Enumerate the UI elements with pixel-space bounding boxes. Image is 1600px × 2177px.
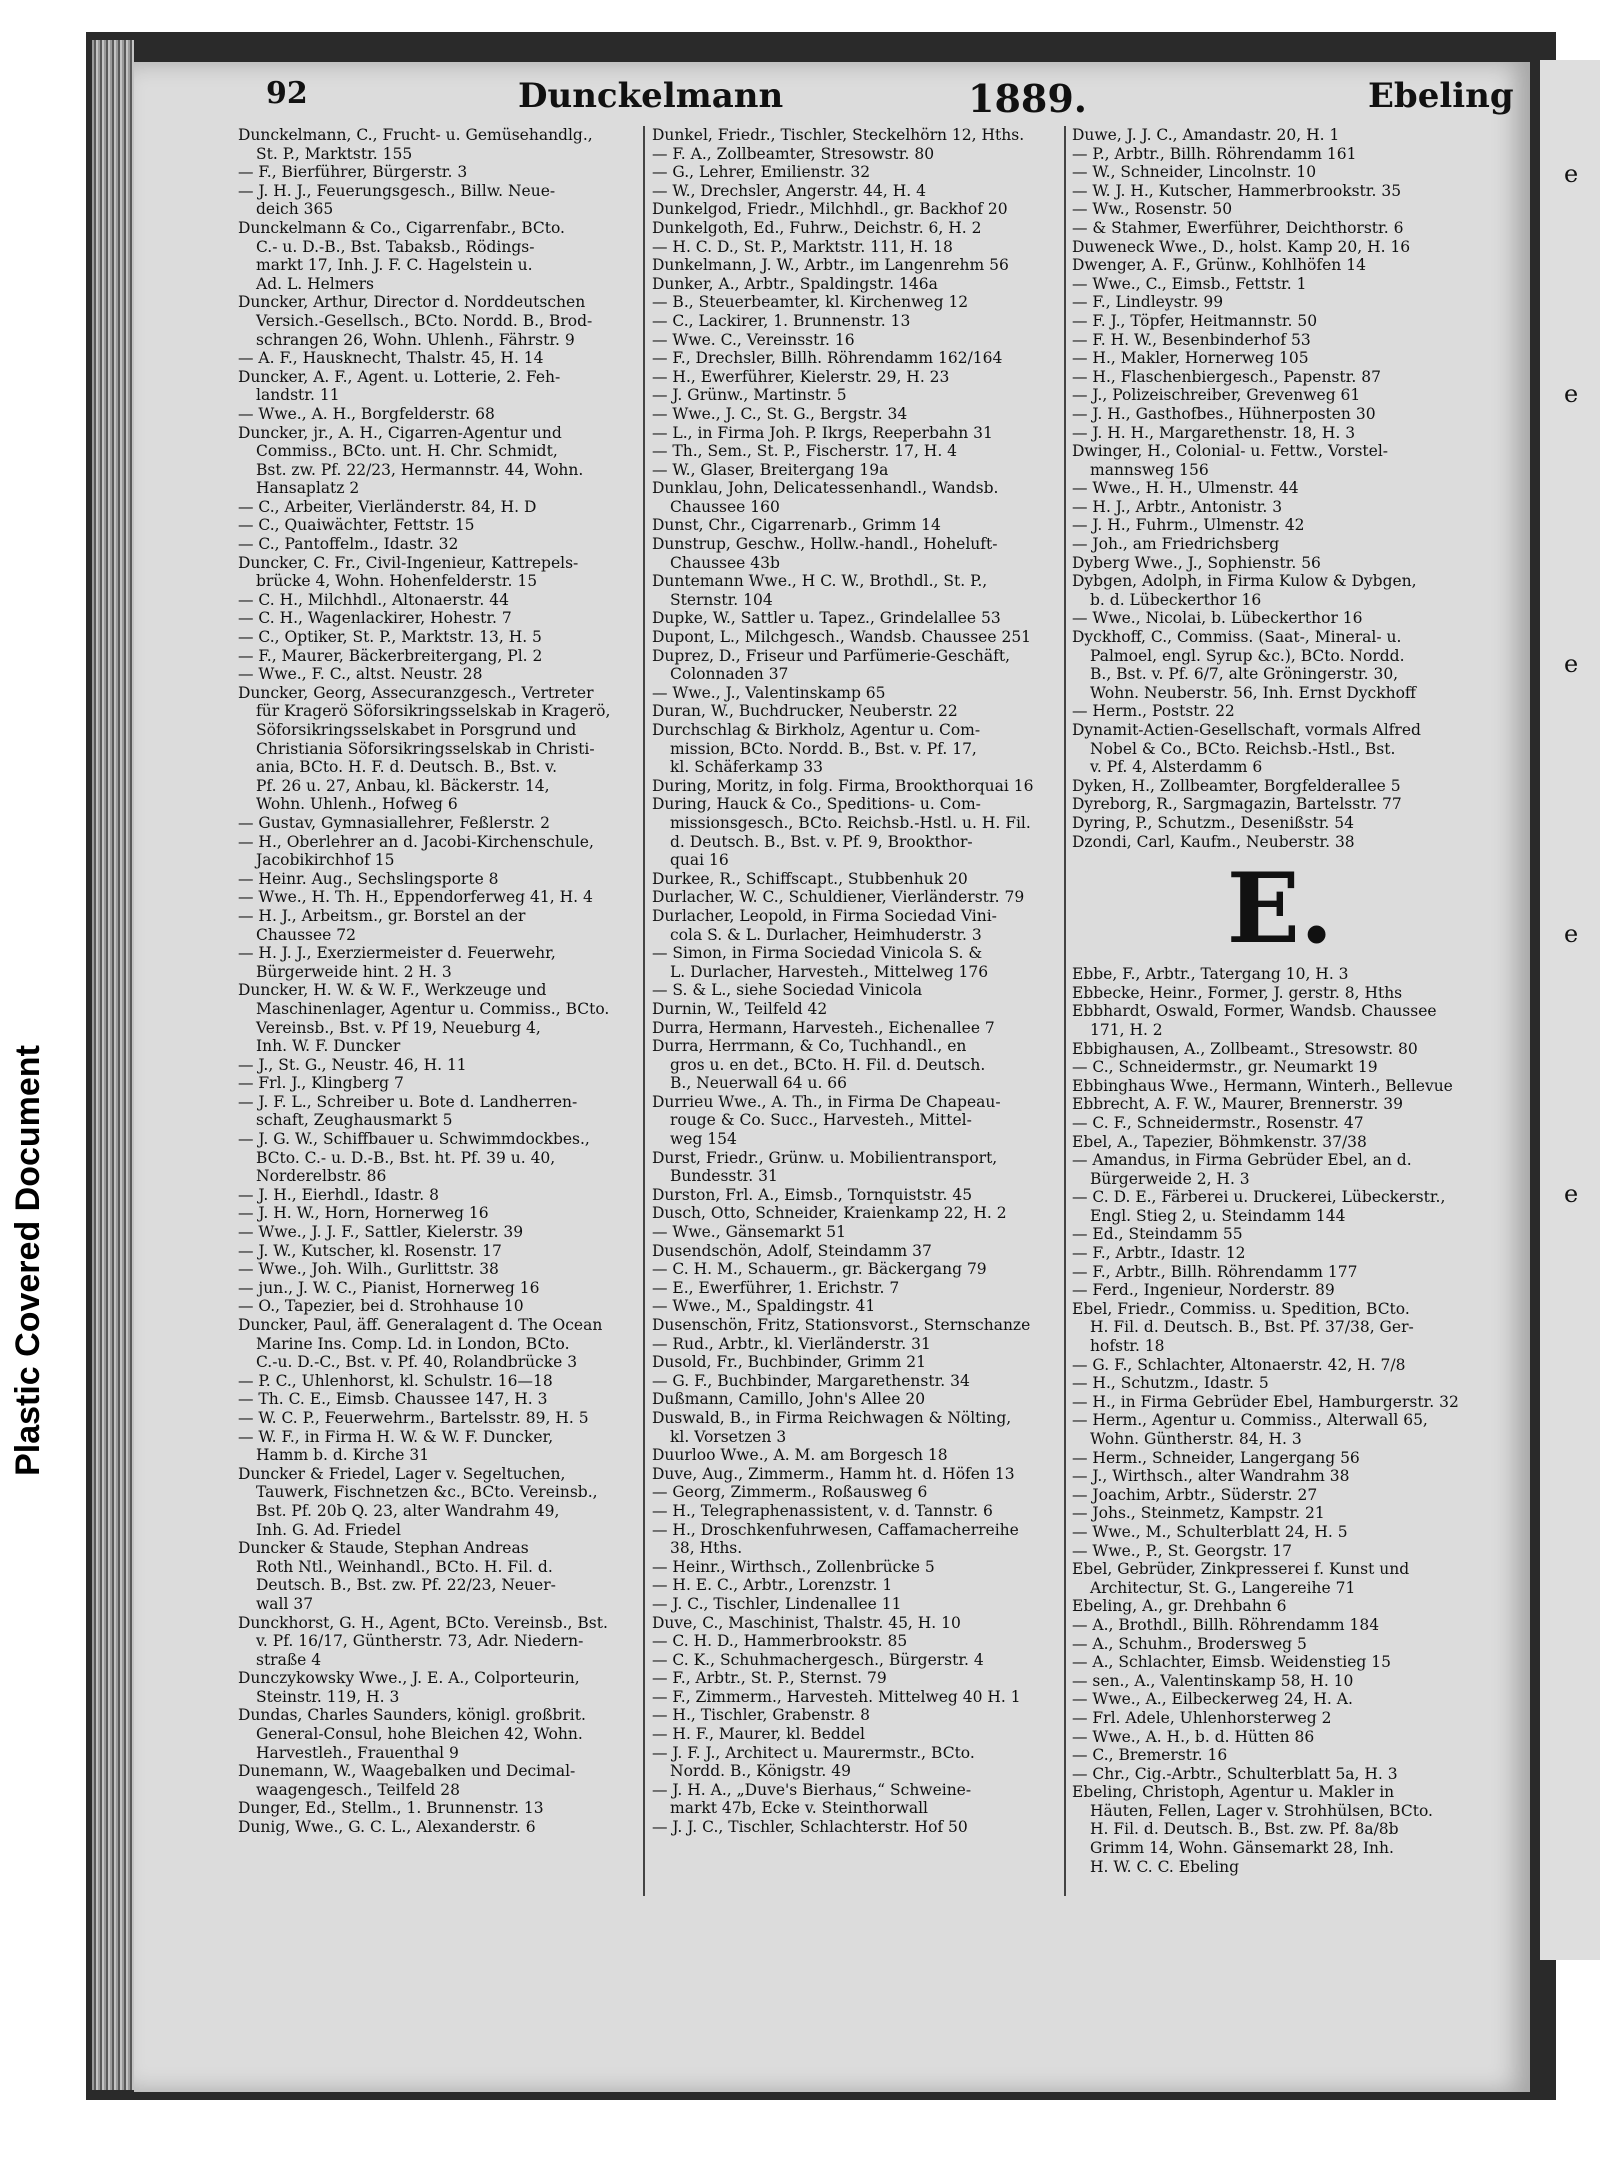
directory-entry-line: — J. J. C., Tischler, Schlachterstr. Hof 50 (652, 1818, 968, 1837)
directory-entry-line: C.-u. D.-C., Bst. v. Pf. 40, Rolandbrücke 3 (256, 1353, 578, 1372)
directory-entry-line: Duran, W., Buchdrucker, Neuberstr. 22 (652, 702, 958, 721)
directory-entry-line: — B., Steuerbeamter, kl. Kirchenweg 12 (652, 293, 969, 312)
directory-entry-line: — L., in Firma Joh. P. Ikrgs, Reeperbahn 31 (652, 423, 993, 442)
directory-entry-line: cola S. & L. Durlacher, Heimhuderstr. 3 (670, 925, 982, 944)
directory-entry-line: Ebbrecht, A. F. W., Maurer, Brennerstr. 39 (1072, 1095, 1403, 1114)
directory-entry-line: Dunker, A., Arbtr., Spaldingstr. 146a (652, 274, 938, 293)
directory-entry-line: — & Stahmer, Ewerführer, Deichthorstr. 6 (1072, 218, 1404, 237)
directory-entry-line: — F., Arbtr., Billh. Röhrendamm 177 (1072, 1262, 1358, 1281)
directory-entry-line: — C. H. M., Schauerm., gr. Bäckergang 79 (652, 1260, 987, 1279)
directory-entry-line: Duswald, B., in Firma Reichwagen & Nölting, (652, 1408, 1012, 1427)
directory-entry-line: Inh. W. F. Duncker (256, 1037, 401, 1056)
directory-entry-line: — Wwe. C., Vereinsstr. 16 (652, 330, 855, 349)
directory-entry-line: Dußmann, Camillo, John's Allee 20 (652, 1390, 926, 1409)
directory-entry-line: — A., Schuhm., Brodersweg 5 (1072, 1634, 1307, 1653)
directory-entry-line: Dwenger, A. F., Grünw., Kohlhöfen 14 (1072, 256, 1366, 275)
directory-entry-line: — G. F., Buchbinder, Margarethenstr. 34 (652, 1371, 970, 1390)
directory-entry-line: — O., Tapezier, bei d. Strohhause 10 (238, 1297, 524, 1316)
directory-entry-line: — J., St. G., Neustr. 46, H. 11 (238, 1055, 467, 1074)
directory-entry-line: Architectur, St. G., Langereihe 71 (1090, 1578, 1356, 1597)
directory-entry-line: — H., Schutzm., Idastr. 5 (1072, 1374, 1269, 1393)
directory-entry-line: Vereinsb., Bst. v. Pf 19, Neueburg 4, (256, 1018, 541, 1037)
directory-entry-line: — H. C. D., St. P., Marktstr. 111, H. 18 (652, 237, 953, 256)
directory-entry-line: — Wwe., A. H., b. d. Hütten 86 (1072, 1727, 1315, 1746)
directory-entry-line: Durkee, R., Schiffscapt., Stubbenhuk 20 (652, 869, 968, 888)
directory-entry-line: — J. C., Tischler, Lindenallee 11 (652, 1594, 902, 1613)
directory-entry-line: Chaussee 160 (670, 497, 780, 516)
directory-entry-line: Ebeling, A., gr. Drehbahn 6 (1072, 1597, 1287, 1616)
directory-entry-line: Dyckhoff, C., Commiss. (Saat-, Mineral- u. (1072, 628, 1402, 647)
directory-entry-line: quai 16 (670, 851, 729, 870)
directory-entry-line: Ebbhardt, Oswald, Former, Wandsb. Chaussee (1072, 1002, 1437, 1021)
directory-entry-line: — Heinr., Wirthsch., Zollenbrücke 5 (652, 1557, 935, 1576)
directory-entry-line: Wohn. Güntherstr. 84, H. 3 (1090, 1430, 1302, 1448)
directory-entry-line: Maschinenlager, Agentur u. Commiss., BCto. (256, 999, 610, 1018)
directory-entry-line: St. P., Marktstr. 155 (256, 144, 413, 163)
directory-entry-line: — J. W., Kutscher, kl. Rosenstr. 17 (238, 1241, 502, 1260)
directory-entry-line: Dupke, W., Sattler u. Tapez., Grindelallee 53 (652, 609, 1001, 628)
directory-entry-line: gros u. en det., BCto. H. Fil. d. Deutsch. (670, 1055, 986, 1074)
directory-entry-line: Engl. Stieg 2, u. Steindamm 144 (1090, 1206, 1346, 1225)
directory-entry-line: — W., Glaser, Breitergang 19a (652, 460, 889, 479)
directory-entry-line: — A., Schlachter, Eimsb. Weidenstieg 15 (1072, 1653, 1391, 1672)
directory-entry-line: 171, H. 2 (1090, 1020, 1163, 1039)
directory-entry-line: d. Deutsch. B., Bst. v. Pf. 9, Brookthor- (670, 832, 973, 851)
directory-entry-line: Deutsch. B., Bst. zw. Pf. 22/23, Neuer- (256, 1576, 556, 1595)
directory-entry-line: — C. K., Schuhmachergesch., Bürgerstr. 4 (652, 1650, 984, 1669)
directory-entry-line: Durnin, W., Teilfeld 42 (652, 999, 828, 1018)
directory-entry-line: Bürgerweide hint. 2 H. 3 (256, 962, 452, 981)
directory-entry-line: mannsweg 156 (1090, 460, 1209, 479)
directory-entry-line: Hansaplatz 2 (256, 479, 360, 498)
directory-entry-line: Christiania Söforsikringsselskab in Christi- (256, 739, 595, 758)
directory-entry-line: Dyring, P., Schutzm., Desenißstr. 54 (1072, 813, 1355, 832)
directory-entry-line: — P., Arbtr., Billh. Röhrendamm 161 (1072, 144, 1357, 163)
directory-entry-line: Durst, Friedr., Grünw. u. Mobilientransport, (652, 1148, 998, 1167)
facing-page-fragment (1540, 60, 1600, 1960)
directory-entry-line: — W., Drechsler, Angerstr. 44, H. 4 (652, 181, 926, 200)
directory-entry-line: Dunig, Wwe., G. C. L., Alexanderstr. 6 (238, 1818, 536, 1837)
directory-entry-line: Duweneck Wwe., D., holst. Kamp 20, H. 16 (1072, 237, 1411, 256)
directory-entry-line: — Amandus, in Firma Gebrüder Ebel, an d. (1072, 1151, 1412, 1170)
directory-entry-line: Dusch, Otto, Schneider, Kraienkamp 22, H. 2 (652, 1204, 1007, 1223)
directory-entry-line: Dunkel, Friedr., Tischler, Steckelhörn 12, Hths. (652, 126, 1025, 144)
directory-entry-line: — J. H. H., Margarethenstr. 18, H. 3 (1072, 423, 1356, 442)
directory-entry-line: During, Moritz, in folg. Firma, Brookthorquai 16 (652, 776, 1034, 795)
directory-entry-line: Dunkelgod, Friedr., Milchhdl., gr. Backhof 20 (652, 200, 1008, 219)
directory-entry-line: Durlacher, Leopold, in Firma Sociedad Vini- (652, 906, 997, 925)
right-running-head: Ebeling (1368, 76, 1514, 116)
directory-entry-line: ania, BCto. H. F. d. Deutsch. B., Bst. v. (256, 758, 558, 777)
directory-entry-line: missionsgesch., BCto. Reichsb.-Hstl. u. H. Fil. (670, 813, 1031, 832)
directory-entry-line: v. Pf. 4, Alsterdamm 6 (1090, 758, 1263, 777)
directory-entry-line: — W. J. H., Kutscher, Hammerbrookstr. 35 (1072, 181, 1402, 200)
directory-column-2 (652, 126, 1068, 1837)
directory-entry-line: — W. F., in Firma H. W. & W. F. Duncker, (238, 1427, 554, 1446)
directory-entry-line: — Wwe., P., St. Georgstr. 17 (1072, 1541, 1293, 1560)
directory-entry-line: — C. D. E., Färberei u. Druckerei, Lübeckerstr., (1072, 1188, 1446, 1207)
directory-entry-line: — F. J., Töpfer, Heitmannstr. 50 (1072, 311, 1318, 330)
directory-entry-line: — J. H., Fuhrm., Ulmenstr. 42 (1072, 516, 1305, 535)
directory-entry-line: — J. H. W., Horn, Hornerweg 16 (238, 1204, 489, 1223)
directory-entry-line: Dunklau, John, Delicatessenhandl., Wandsb. (652, 479, 999, 498)
directory-entry-line: — Th. C. E., Eimsb. Chaussee 147, H. 3 (238, 1390, 548, 1409)
directory-entry-line: — C., Bremerstr. 16 (1072, 1746, 1228, 1765)
side-label-text: Plastic Covered Document (8, 1044, 47, 1476)
directory-entry-line: — A. F., Hausknecht, Thalstr. 45, H. 14 (238, 349, 544, 368)
directory-entry-line: — Wwe., J. J. F., Sattler, Kielerstr. 39 (238, 1223, 524, 1242)
directory-entry-line: mission, BCto. Nordd. B., Bst. v. Pf. 17, (670, 739, 977, 758)
directory-entry-line: — Wwe., J., Valentinskamp 65 (652, 683, 886, 702)
directory-entry-line: Dybgen, Adolph, in Firma Kulow & Dybgen, (1072, 572, 1417, 591)
directory-entry-line: Ebel, Gebrüder, Zinkpresserei f. Kunst und (1072, 1560, 1410, 1579)
directory-entry-line: — Herm., Schneider, Langergang 56 (1072, 1448, 1360, 1467)
directory-entry-line: — C. F., Schneidermstr., Rosenstr. 47 (1072, 1113, 1364, 1132)
directory-entry-line: — Wwe., M., Schulterblatt 24, H. 5 (1072, 1522, 1348, 1541)
directory-entry-line: für Kragerö Söforsikringsselskab in Kragerö, (256, 702, 611, 721)
directory-entry-line: — F., Drechsler, Billh. Röhrendamm 162/164 (652, 349, 1003, 368)
directory-entry-line: C.- u. D.-B., Bst. Tabaksb., Rödings- (256, 237, 535, 256)
directory-entry-line: Marine Ins. Comp. Ld. in London, BCto. (256, 1334, 570, 1353)
directory-entry-line: — G. F., Schlachter, Altonaerstr. 42, H. 7/8 (1072, 1355, 1406, 1374)
directory-entry-line: BCto. C.- u. D.-B., Bst. ht. Pf. 39 u. 40, (256, 1148, 556, 1167)
directory-entry-line: Duve, C., Maschinist, Thalstr. 45, H. 10 (652, 1613, 961, 1632)
directory-entry-line: Dynamit-Actien-Gesellschaft, vormals Alfred (1072, 721, 1421, 739)
directory-entry-line: — Frl. Adele, Uhlenhorsterweg 2 (1072, 1708, 1332, 1727)
directory-entry-line: Dundas, Charles Saunders, königl. großbrit. (238, 1706, 586, 1725)
directory-entry-line: — Joh., am Friedrichsberg (1072, 535, 1280, 554)
directory-entry-line: — Ed., Steindamm 55 (1072, 1225, 1243, 1244)
directory-entry-line: — J. Grünw., Martinstr. 5 (652, 386, 847, 405)
directory-entry-line: H. Fil. d. Deutsch. B., Bst. zw. Pf. 8a/8b (1090, 1820, 1399, 1839)
directory-entry-line: — J. H. A., „Duve's Bierhaus,“ Schweine- (652, 1780, 972, 1799)
directory-entry-line: Dunger, Ed., Stellm., 1. Brunnenstr. 13 (238, 1799, 544, 1818)
directory-entry-line: — Johs., Steinmetz, Kampstr. 21 (1072, 1504, 1325, 1523)
directory-entry-line: b. d. Lübeckerthor 16 (1090, 590, 1262, 609)
directory-entry-line: — J. H. J., Feuerungsgesch., Billw. Neue- (238, 181, 556, 200)
directory-entry-line: Dwinger, H., Colonial- u. Fettw., Vorstel- (1072, 442, 1389, 461)
directory-entry-line: Ad. L. Helmers (256, 274, 374, 293)
directory-entry-line: Dunczykowsky Wwe., J. E. A., Colporteurin, (238, 1669, 580, 1688)
directory-entry-line: 38, Hths. (670, 1539, 743, 1558)
section-letter: E. (1226, 852, 1334, 966)
directory-entry-line: waagengesch., Teilfeld 28 (256, 1780, 460, 1799)
directory-entry-line: Duve, Aug., Zimmerm., Hamm ht. d. Höfen 13 (652, 1464, 1015, 1483)
directory-entry-line: Dunstrup, Geschw., Hollw.-handl., Hoheluft- (652, 535, 998, 554)
directory-entry-line: — Wwe., C., Eimsb., Fettstr. 1 (1072, 274, 1307, 293)
directory-entry-line: Durra, Herrmann, & Co, Tuchhandl., en (652, 1037, 967, 1056)
directory-entry-line: — C. H., Milchhdl., Altonaerstr. 44 (238, 590, 509, 609)
directory-entry-line: — S. & L., siehe Sociedad Vinicola (652, 981, 923, 1000)
directory-entry-line: v. Pf. 16/17, Güntherstr. 73, Adr. Niedern- (256, 1632, 584, 1651)
directory-entry-line: Bst. Pf. 20b Q. 23, alter Wandrahm 49, (256, 1501, 560, 1520)
directory-entry-line: — J. F. J., Architect u. Maurermstr., BCto. (652, 1743, 975, 1762)
facing-page-text: e (1564, 920, 1579, 948)
directory-entry-line: — H., Oberlehrer an d. Jacobi-Kirchenschule, (238, 832, 594, 851)
directory-entry-line: Dupont, L., Milchgesch., Wandsb. Chaussee 251 (652, 628, 1032, 647)
directory-entry-line: — C., Lackirer, 1. Brunnenstr. 13 (652, 311, 911, 330)
directory-entry-line: Ebbe, F., Arbtr., Tatergang 10, H. 3 (1072, 965, 1349, 984)
directory-entry-line: During, Hauck & Co., Speditions- u. Com- (652, 795, 981, 814)
directory-entry-line: Nobel & Co., BCto. Reichsb.-Hstl., Bst. (1090, 739, 1396, 758)
directory-entry-line: — Georg, Zimmerm., Roßausweg 6 (652, 1483, 928, 1502)
directory-entry-line: — F., Zimmerm., Harvesteh. Mittelweg 40 H. 1 (652, 1687, 1021, 1706)
directory-entry-line: — C., Pantoffelm., Idastr. 32 (238, 535, 459, 554)
directory-entry-line: Durra, Hermann, Harvesteh., Eichenallee 7 (652, 1018, 995, 1037)
directory-entry-line: — Rud., Arbtr., kl. Vierländerstr. 31 (652, 1334, 931, 1353)
directory-entry-line: — F., Lindleystr. 99 (1072, 293, 1224, 312)
side-label (4, 1000, 52, 1520)
directory-entry-line: — H., Ewerführer, Kielerstr. 29, H. 23 (652, 367, 950, 386)
directory-entry-line: — Wwe., H. H., Ulmenstr. 44 (1072, 479, 1299, 498)
year-heading: 1889. (968, 76, 1087, 121)
directory-entry-line: — A., Brothdl., Billh. Röhrendamm 184 (1072, 1615, 1380, 1634)
directory-entry-line: Dunckelmann & Co., Cigarrenfabr., BCto. (238, 218, 565, 237)
directory-entry-line: — J. F. L., Schreiber u. Bote d. Landherren- (238, 1092, 578, 1111)
directory-entry-line: — H. J. J., Exerziermeister d. Feuerwehr, (238, 944, 556, 963)
directory-entry-line: Ebbinghaus Wwe., Hermann, Winterh., Bellevue (1072, 1076, 1453, 1095)
directory-entry-line: schaft, Zeughausmarkt 5 (256, 1111, 453, 1130)
directory-entry-line: — J., Wirthsch., alter Wandrahm 38 (1072, 1467, 1350, 1486)
directory-entry-line: Bst. zw. Pf. 22/23, Hermannstr. 44, Wohn. (256, 460, 584, 479)
directory-entry-line: — Chr., Cig.-Arbtr., Schulterblatt 5a, H. 3 (1072, 1764, 1398, 1783)
directory-entry-line: Dusold, Fr., Buchbinder, Grimm 21 (652, 1353, 927, 1372)
directory-entry-line: Duncker, A. F., Agent. u. Lotterie, 2. Feh- (238, 367, 561, 386)
directory-entry-line: — W. C. P., Feuerwehrm., Bartelsstr. 89, H. 5 (238, 1408, 589, 1427)
directory-entry-line: General-Consul, hohe Bleichen 42, Wohn. (256, 1725, 583, 1744)
directory-entry-line: Duwe, J. J. C., Amandastr. 20, H. 1 (1072, 126, 1340, 144)
directory-entry-line: L. Durlacher, Harvesteh., Mittelweg 176 (670, 962, 989, 981)
directory-entry-line: B., Neuerwall 64 u. 66 (670, 1074, 848, 1093)
directory-entry-line: — H., Makler, Hornerweg 105 (1072, 349, 1309, 368)
directory-entry-line: Duncker & Friedel, Lager v. Segeltuchen, (238, 1464, 566, 1483)
directory-entry-line: Dyreborg, R., Sargmagazin, Bartelsstr. 77 (1072, 795, 1402, 814)
directory-entry-line: Wohn. Neuberstr. 56, Inh. Ernst Dyckhoff (1090, 683, 1416, 702)
directory-entry-line: kl. Vorsetzen 3 (670, 1427, 787, 1446)
directory-entry-line: Dunst, Chr., Cigarrenarb., Grimm 14 (652, 516, 941, 535)
directory-entry-line: Palmoel, engl. Syrup &c.), BCto. Nordd. (1090, 646, 1405, 665)
directory-entry-line: Duncker, H. W. & W. F., Werkzeuge und (238, 981, 547, 1000)
page-header (148, 70, 1514, 126)
directory-entry-line: — Herm., Agentur u. Commiss., Alterwall 65, (1072, 1411, 1428, 1430)
directory-entry-line: — F. H. W., Besenbinderhof 53 (1072, 330, 1311, 349)
directory-entry-line: — Th., Sem., St. P., Fischerstr. 17, H. 4 (652, 442, 958, 461)
directory-entry-line: — Wwe., A. H., Borgfelderstr. 68 (238, 404, 495, 423)
directory-entry-line: Dunkelmann, J. W., Arbtr., im Langenrehm 56 (652, 256, 1009, 275)
directory-entry-line: Inh. G. Ad. Friedel (256, 1520, 401, 1539)
directory-entry-line: Dzondi, Carl, Kaufm., Neuberstr. 38 (1072, 832, 1355, 851)
directory-entry-line: Norderelbstr. 86 (256, 1167, 387, 1186)
directory-entry-line: — Wwe., Gänsemarkt 51 (652, 1223, 846, 1242)
directory-entry-line: — Wwe., M., Spaldingstr. 41 (652, 1297, 876, 1316)
directory-entry-line: — H., Telegraphenassistent, v. d. Tannstr. 6 (652, 1501, 993, 1520)
directory-entry-line: — H. F., Maurer, kl. Beddel (652, 1725, 865, 1744)
directory-entry-line: hofstr. 18 (1090, 1337, 1165, 1356)
directory-entry-line: — Wwe., F. C., altst. Neustr. 28 (238, 665, 483, 684)
directory-entry-line: Commiss., BCto. unt. H. Chr. Schmidt, (256, 442, 558, 461)
directory-entry-line: deich 365 (256, 200, 334, 219)
directory-entry-line: — Wwe., Nicolai, b. Lübeckerthor 16 (1072, 609, 1363, 628)
directory-entry-line: straße 4 (256, 1650, 322, 1669)
directory-entry-line: — F. A., Zollbeamter, Stresowstr. 80 (652, 144, 935, 163)
directory-entry-line: — C. H. D., Hammerbrookstr. 85 (652, 1632, 908, 1651)
directory-entry-line: Ebeling, Christoph, Agentur u. Makler in (1072, 1783, 1395, 1802)
directory-entry-line: landstr. 11 (256, 386, 340, 405)
directory-entry-line: Steinstr. 119, H. 3 (256, 1687, 400, 1706)
directory-entry-line: — E., Ewerführer, 1. Erichstr. 7 (652, 1278, 900, 1297)
directory-entry-line: Durlacher, W. C., Schuldiener, Vierländerstr. 79 (652, 888, 1025, 907)
directory-entry-line: — Wwe., Joh. Wilh., Gurlittstr. 38 (238, 1260, 499, 1279)
directory-entry-line: markt 17, Inh. J. F. C. Hagelstein u. (256, 256, 533, 275)
directory-entry-line: H. W. C. C. Ebeling (1090, 1857, 1239, 1876)
directory-entry-line: brücke 4, Wohn. Hohenfelderstr. 15 (256, 572, 538, 591)
facing-page-text: e (1564, 650, 1579, 678)
directory-entry-line: Duncker, jr., A. H., Cigarren-Agentur und (238, 423, 562, 442)
directory-entry-line: — Joachim, Arbtr., Süderstr. 27 (1072, 1485, 1318, 1504)
directory-entry-line: Dusenschön, Fritz, Stationsvorst., Sternschanze (652, 1316, 1031, 1334)
directory-entry-line: Colonnaden 37 (670, 665, 789, 684)
directory-entry-line: Dyken, H., Zollbeamter, Borgfelderallee 5 (1072, 776, 1401, 795)
directory-entry-line: kl. Schäferkamp 33 (670, 758, 823, 777)
directory-entry-line: rouge & Co. Succ., Harvesteh., Mittel- (670, 1111, 972, 1130)
directory-entry-line: — C., Schneidermstr., gr. Neumarkt 19 (1072, 1058, 1378, 1077)
facing-page-text: e (1564, 380, 1579, 408)
directory-entry-line: markt 47b, Ecke v. Steinthorwall (670, 1799, 928, 1818)
directory-entry-line: — W., Schneider, Lincolnstr. 10 (1072, 163, 1317, 182)
directory-entry-line: Duncker, C. Fr., Civil-Ingenieur, Kattrepels- (238, 553, 579, 572)
directory-entry-line: — Wwe., A., Eilbeckerweg 24, H. A. (1072, 1690, 1353, 1709)
directory-entry-line: Duncker, Paul, äff. Generalagent d. The Ocean (238, 1316, 603, 1334)
directory-entry-line: Häuten, Fellen, Lager v. Strohhülsen, BCto. (1090, 1801, 1433, 1820)
directory-entry-line: — Wwe., H. Th. H., Eppendorferweg 41, H. 4 (238, 888, 593, 907)
directory-entry-line: Chaussee 72 (256, 925, 356, 944)
directory-entry-line: — J. G. W., Schiffbauer u. Schwimmdockbes., (238, 1130, 590, 1149)
directory-entry-line: wall 37 (256, 1594, 314, 1613)
directory-entry-line: Duncker, Arthur, Director d. Norddeutschen (238, 293, 586, 312)
directory-entry-line: — F., Bierführer, Bürgerstr. 3 (238, 163, 468, 182)
directory-entry-line: Dunckelmann, C., Frucht- u. Gemüsehandlg., (238, 126, 593, 144)
directory-entry-line: Pf. 26 u. 27, Anbau, kl. Bäckerstr. 14, (256, 776, 550, 795)
directory-entry-line: — C., Optiker, St. P., Marktstr. 13, H. 5 (238, 628, 542, 647)
directory-entry-line: — Simon, in Firma Sociedad Vinicola S. & (652, 944, 983, 963)
directory-entry-line: Ebel, Friedr., Commiss. u. Spedition, BCto. (1072, 1299, 1410, 1318)
directory-entry-line: — sen., A., Valentinskamp 58, H. 10 (1072, 1671, 1354, 1690)
directory-entry-line: — jun., J. W. C., Pianist, Hornerweg 16 (238, 1278, 540, 1297)
directory-entry-line: — G., Lehrer, Emilienstr. 32 (652, 163, 871, 182)
directory-entry-line: — H., in Firma Gebrüder Ebel, Hamburgerstr. 32 (1072, 1392, 1459, 1411)
facing-page-text: e (1564, 1180, 1579, 1208)
directory-column-1 (238, 126, 646, 1837)
directory-entry-line: — Ww., Rosenstr. 50 (1072, 200, 1233, 219)
facing-page-text: e (1564, 160, 1579, 188)
directory-entry-line: Wohn. Uhlenh., Hofweg 6 (256, 795, 458, 814)
directory-entry-line: Hamm b. d. Kirche 31 (256, 1446, 430, 1465)
directory-entry-line: H. Fil. d. Deutsch. B., Bst. Pf. 37/38, Ger- (1090, 1318, 1414, 1337)
directory-entry-line: Ebbighausen, A., Zollbeamt., Stresowstr. 80 (1072, 1039, 1418, 1058)
directory-entry-line: Durrieu Wwe., A. Th., in Firma De Chapeau- (652, 1092, 1001, 1111)
directory-entry-line: — P. C., Uhlenhorst, kl. Schulstr. 16—18 (238, 1371, 553, 1390)
directory-entry-line: — C., Arbeiter, Vierländerstr. 84, H. D (238, 497, 537, 516)
directory-column-3 (1072, 126, 1488, 1876)
directory-entry-line: Nordd. B., Königstr. 49 (670, 1762, 851, 1781)
directory-entry-line: Söforsikringsselskabet in Porsgrund und (256, 721, 577, 739)
directory-entry-line: — F., Arbtr., St. P., Sternst. 79 (652, 1669, 887, 1688)
directory-entry-line: Roth Ntl., Weinhandl., BCto. H. Fil. d. (256, 1557, 553, 1576)
directory-entry-line: Chaussee 43b (670, 553, 780, 572)
left-running-head: Dunckelmann (518, 76, 784, 116)
directory-entry-line: — Gustav, Gymnasiallehrer, Feßlerstr. 2 (238, 813, 550, 832)
directory-entry-line: — H. E. C., Arbtr., Lorenzstr. 1 (652, 1576, 893, 1595)
directory-entry-line: Bürgerweide 2, H. 3 (1090, 1169, 1250, 1188)
directory-entry-line: schrangen 26, Wohn. Uhlenh., Fährstr. 9 (256, 330, 575, 349)
directory-entry-line: — F., Arbtr., Idastr. 12 (1072, 1244, 1246, 1263)
directory-entry-line: Versich.-Gesellsch., BCto. Nordd. B., Brod- (256, 311, 593, 330)
directory-entry-line: — H. J., Arbtr., Antonistr. 3 (1072, 497, 1283, 516)
directory-entry-line: Grimm 14, Wohn. Gänsemarkt 28, Inh. (1090, 1839, 1394, 1858)
directory-entry-line: — Herm., Poststr. 22 (1072, 702, 1235, 721)
directory-entry-line: weg 154 (670, 1130, 737, 1149)
directory-entry-line: Dusendschön, Adolf, Steindamm 37 (652, 1241, 932, 1260)
directory-entry-line: Duurloo Wwe., A. M. am Borgesch 18 (652, 1446, 948, 1465)
directory-entry-line: — Ferd., Ingenieur, Norderstr. 89 (1072, 1281, 1335, 1300)
directory-entry-line: — J. H., Gasthofbes., Hühnerposten 30 (1072, 404, 1376, 423)
directory-entry-line: — F., Maurer, Bäckerbreitergang, Pl. 2 (238, 646, 543, 665)
directory-entry-line: Duprez, D., Friseur und Parfümerie-Geschäft, (652, 646, 1011, 665)
directory-entry-line: Duntemann Wwe., H C. W., Brothdl., St. P., (652, 572, 988, 591)
directory-entry-line: Dunemann, W., Waagebalken und Decimal- (238, 1762, 576, 1781)
directory-entry-line: Durston, Frl. A., Eimsb., Tornquiststr. 45 (652, 1185, 973, 1204)
directory-entry-line: — H. J., Arbeitsm., gr. Borstel an der (238, 906, 526, 925)
directory-entry-line: Duncker & Staude, Stephan Andreas (238, 1539, 529, 1558)
directory-entry-line: — H., Droschkenfuhrwesen, Caffamacherreihe (652, 1520, 1019, 1539)
directory-entry-line: Tauwerk, Fischnetzen &c., BCto. Vereinsb., (256, 1483, 598, 1502)
directory-entry-line: — H., Flaschenbiergesch., Papenstr. 87 (1072, 367, 1381, 386)
directory-entry-line: Durchschlag & Birkholz, Agentur u. Com- (652, 721, 981, 739)
directory-entry-line: Jacobikirchhof 15 (256, 851, 395, 870)
directory-entry-line: B., Bst. v. Pf. 6/7, alte Gröningerstr. 30, (1090, 665, 1399, 684)
directory-entry-line: Ebbecke, Heinr., Former, J. gerstr. 8, Hths (1072, 983, 1403, 1002)
page-number: 92 (266, 76, 308, 111)
directory-entry-line: — Wwe., J. C., St. G., Bergstr. 34 (652, 404, 908, 423)
directory-entry-line: Harvestleh., Frauenthal 9 (256, 1743, 459, 1762)
directory-entry-line: Duncker, Georg, Assecuranzgesch., Vertreter (238, 683, 594, 702)
directory-entry-line: Sternstr. 104 (670, 590, 773, 609)
directory-entry-line: — C., Quaiwächter, Fettstr. 15 (238, 516, 475, 535)
directory-entry-line: — C. H., Wagenlackirer, Hohestr. 7 (238, 609, 512, 628)
directory-entry-line: — Heinr. Aug., Sechslingsporte 8 (238, 869, 499, 888)
page-edge-stack (92, 40, 134, 2090)
directory-entry-line: Dyberg Wwe., J., Sophienstr. 56 (1072, 553, 1321, 572)
directory-entry-line: Ebel, A., Tapezier, Böhmkenstr. 37/38 (1072, 1132, 1367, 1151)
directory-entry-line: — H., Tischler, Grabenstr. 8 (652, 1706, 871, 1725)
directory-entry-line: — J. H., Eierhdl., Idastr. 8 (238, 1185, 439, 1204)
directory-entry-line: Dunkelgoth, Ed., Fuhrw., Deichstr. 6, H. 2 (652, 218, 982, 237)
directory-entry-line: — Frl. J., Klingberg 7 (238, 1074, 404, 1093)
directory-entry-line: Bundesstr. 31 (670, 1167, 778, 1186)
directory-entry-line: Dunckhorst, G. H., Agent, BCto. Vereinsb., Bst. (238, 1613, 608, 1632)
directory-entry-line: — J., Polizeischreiber, Grevenweg 61 (1072, 386, 1361, 405)
